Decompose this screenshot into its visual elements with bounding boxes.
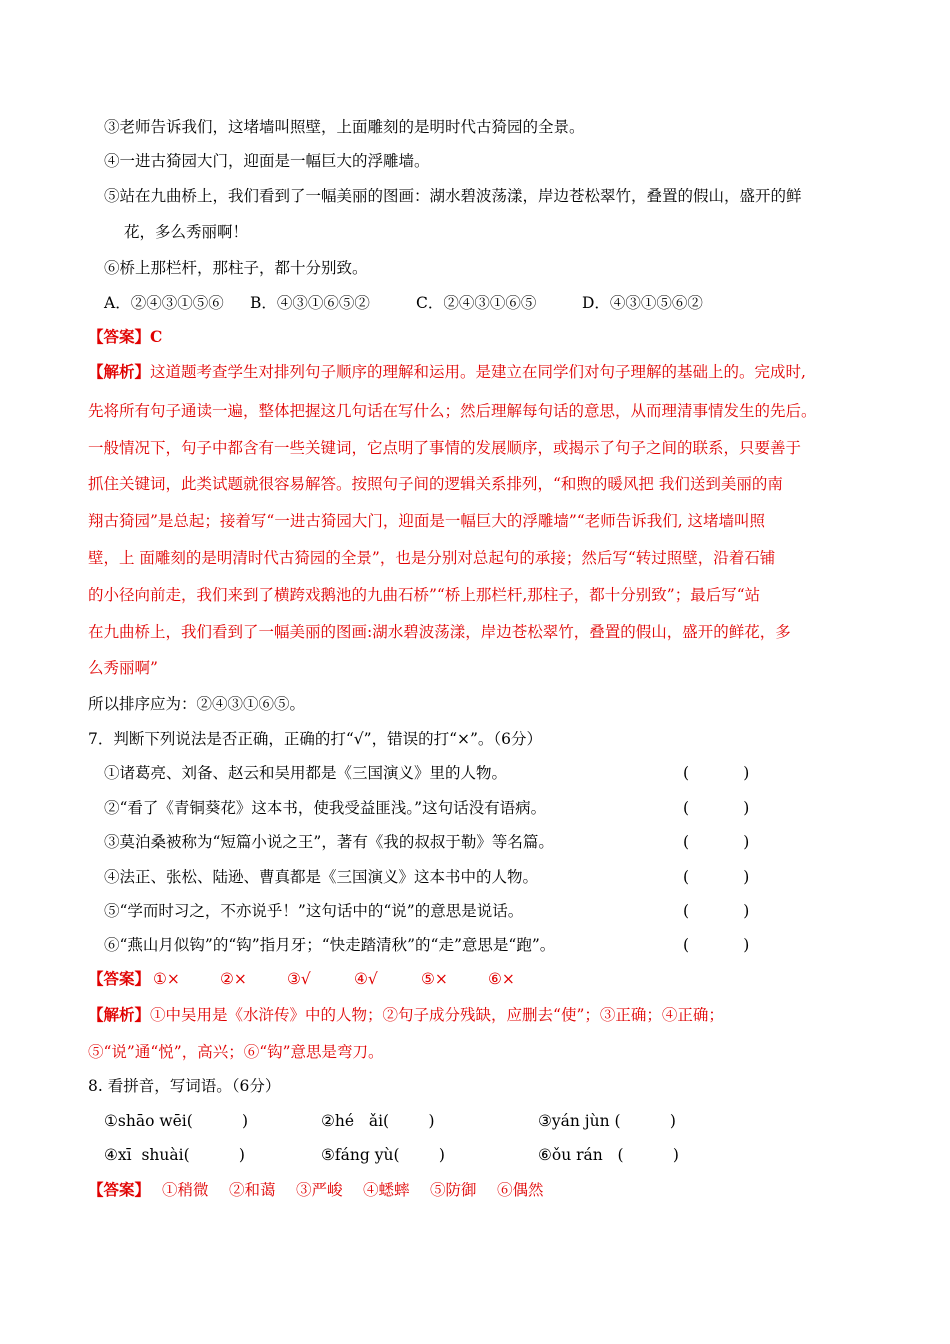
option-a: A．②④③①⑤⑥ <box>104 294 224 312</box>
q7-analysis-line-2: ⑤“说”通“悦”，高兴；⑥“钩”意思是弯刀。 <box>88 1043 384 1061</box>
answer-tag: 【答案】 <box>88 327 151 346</box>
q6-analysis-line-2: 先将所有句子通读一遍，整体把握这几句话在写什么；然后理解每句话的意思，从而理清事情发生的先后。 <box>88 402 817 420</box>
q7-blank-2[interactable]: ( ) <box>683 799 750 817</box>
q7-item-2: ②“看了《青铜葵花》这本书，使我受益匪浅。”这句话没有语病。 <box>104 799 547 817</box>
q6-conclusion: 所以排序应为：②④③①⑥⑤。 <box>88 695 306 713</box>
sentence-5-line1: ⑤站在九曲桥上，我们看到了一幅美丽的图画：湖水碧波荡漾，岸边苍松翠竹，叠置的假山，盛开的鲜 <box>104 187 802 205</box>
analysis-tag: 【解析】 <box>88 1005 151 1024</box>
q6-analysis-line-6: 壁，上 面雕刻的是明清时代古猗园的全景”，也是分别对总起句的承接；然后写“转过照壁，沿着石铺 <box>88 549 776 567</box>
q7-item-6: ⑥“燕山月似钩”的“钩”指月牙；“快走踏清秋”的“走”意思是“跑”。 <box>104 936 556 954</box>
q7-answer-1: ①× <box>153 970 180 988</box>
q6-analysis-line-3: 一般情况下，句子中都含有一些关键词，它点明了事情的发展顺序，或揭示了句子之间的联系，只要善于 <box>88 439 802 457</box>
q6-analysis-line-7: 的小径向前走，我们来到了横跨戏鹅池的九曲石桥”“桥上那栏杆,那柱子，都十分别致”；最后写“站 <box>88 586 761 604</box>
q8-title: 8. 看拼音，写词语。（6分） <box>88 1077 281 1095</box>
q8-item-4: ④xī shuài( ) <box>104 1146 245 1164</box>
q6-analysis-line-4: 抓住关键词，此类试题就很容易解答。按照句子间的逻辑关系排列，“和煦的暖风把 我们送到美丽的南 <box>88 475 783 493</box>
q8-item-3: ③yán jùn ( ) <box>538 1112 676 1130</box>
analysis-tag: 【解析】 <box>88 362 151 381</box>
sentence-5-line2: 花，多么秀丽啊！ <box>124 223 249 241</box>
q8-item-6: ⑥ǒu rán ( ) <box>538 1146 679 1164</box>
q8-answer-6: ⑥偶然 <box>497 1181 544 1199</box>
q7-item-5: ⑤“学而时习之，不亦说乎！”这句话中的“说”的意思是说话。 <box>104 902 524 920</box>
q7-answer-2: ②× <box>220 970 247 988</box>
q8-answer-4: ④蟋蟀 <box>363 1181 410 1199</box>
q8-answer-5: ⑤防御 <box>430 1181 477 1199</box>
answer-tag: 【答案】 <box>88 969 151 988</box>
sentence-4: ④一进古猗园大门，迎面是一幅巨大的浮雕墙。 <box>104 152 430 170</box>
q6-analysis-line-1: 【解析】这道题考查学生对排列句子顺序的理解和运用。是建立在同学们对句子理解的基础上的。完成时, <box>88 362 806 381</box>
q8-item-5: ⑤fáng yù( ) <box>321 1146 445 1164</box>
q7-answer-6: ⑥× <box>488 970 515 988</box>
q7-blank-4[interactable]: ( ) <box>683 868 750 886</box>
q7-analysis-line-1: 【解析】①中吴用是《水浒传》中的人物；②句子成分残缺，应删去“使”；③正确；④正确； <box>88 1005 724 1024</box>
answer-tag: 【答案】 <box>88 1180 151 1199</box>
q6-analysis-line-5: 翔古猗园”是总起；接着写“一进古猗园大门，迎面是一幅巨大的浮雕墙”“老师告诉我们, 这堵墙叫照 <box>88 512 766 530</box>
q7-item-3: ③莫泊桑被称为“短篇小说之王”，著有《我的叔叔于勒》等名篇。 <box>104 833 554 851</box>
q7-item-1: ①诸葛亮、刘备、赵云和吴用都是《三国演义》里的人物。 <box>104 764 508 782</box>
q7-answer <box>88 969 150 989</box>
q8-answer-1: ①稍微 <box>162 1181 209 1199</box>
q7-blank-5[interactable]: ( ) <box>683 902 750 920</box>
option-c: C．②④③①⑥⑤ <box>416 294 537 312</box>
q7-answer-3: ③√ <box>287 970 311 988</box>
q8-answer-2: ②和蔼 <box>229 1181 276 1199</box>
sentence-3: ③老师告诉我们，这堵墙叫照壁，上面雕刻的是明时代古猗园的全景。 <box>104 118 585 136</box>
q7-answer-5: ⑤× <box>421 970 448 988</box>
answer-value: C <box>150 327 163 346</box>
q8-answer <box>88 1180 150 1200</box>
q6-analysis-line-9: 么秀丽啊” <box>88 659 158 677</box>
q8-item-2: ②hé ǎi( ) <box>321 1112 435 1130</box>
q7-title: 7．判断下列说法是否正确，正确的打“√”，错误的打“×”。（6分） <box>88 730 543 748</box>
option-b: B．④③①⑥⑤② <box>250 294 370 312</box>
sentence-6: ⑥桥上那栏杆，那柱子，都十分别致。 <box>104 259 368 277</box>
q7-item-4: ④法正、张松、陆逊、曹真都是《三国演义》这本书中的人物。 <box>104 868 539 886</box>
q7-blank-1[interactable]: ( ) <box>683 764 750 782</box>
q8-item-1: ①shāo wēi( ) <box>104 1112 249 1130</box>
q7-blank-6[interactable]: ( ) <box>683 936 750 954</box>
q6-analysis-line-8: 在九曲桥上，我们看到了一幅美丽的图画:湖水碧波荡漾，岸边苍松翠竹，叠置的假山，盛开的鲜花，多 <box>88 623 791 641</box>
option-d: D．④③①⑤⑥② <box>582 294 703 312</box>
q6-answer <box>88 327 162 347</box>
q8-answer-3: ③严峻 <box>296 1181 343 1199</box>
q7-blank-3[interactable]: ( ) <box>683 833 750 851</box>
q7-answer-4: ④√ <box>354 970 378 988</box>
